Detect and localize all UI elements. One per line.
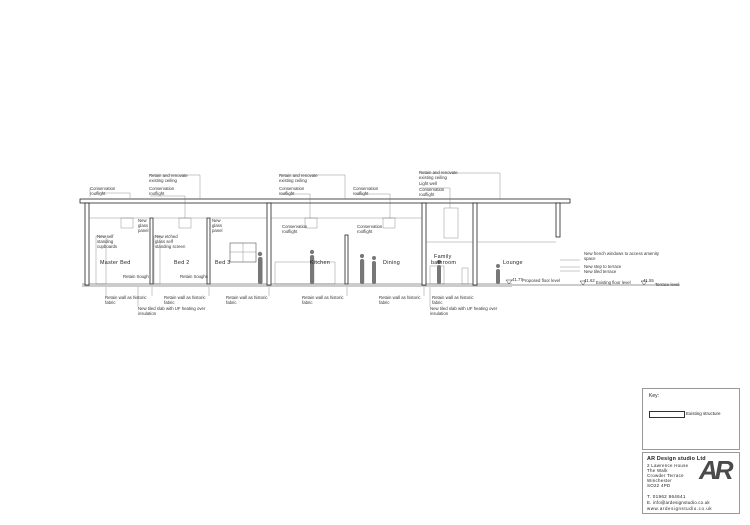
level-value: 41.62 [584,278,595,283]
phone: T. 01962 864641 [647,494,686,499]
room-label: Bed 3 [215,260,231,266]
annotation: New tiled slab with UF heating over [138,306,206,311]
annotation: Conservation [282,224,308,229]
website-link[interactable]: www.ardesignstudio.co.uk [647,506,713,511]
annotation: rooflight [279,191,295,196]
wall-family [422,203,426,285]
wall-west [85,203,89,285]
room-label: Kitchen [310,260,331,266]
key-swatch [649,411,685,418]
annotation: glass [212,223,223,228]
room-label: Lounge [503,260,523,266]
figure-bed3 [258,252,263,284]
annotation: fabric [105,300,116,305]
wall-lounge [473,203,477,285]
annotation: Retain wall as historic [105,295,147,300]
annotation: panel [138,228,149,233]
light-well [444,208,458,238]
annotation: insulation [430,311,449,316]
annotation: cupboards [97,244,118,249]
company-logo: AR [699,455,731,485]
room-label: Dining [383,260,401,266]
wall-bed2 [150,218,153,284]
annotation: Retain and renovate [279,173,318,178]
annotation: Retain wall as historic [164,295,206,300]
annotation: New [138,218,147,223]
annotation: panel [212,228,223,233]
annotation: standing [97,239,114,244]
annotation: Retain wall as historic [226,295,268,300]
annotation: Retain troughs [180,274,208,279]
wall-kitchen [267,203,271,285]
key-entry: Existing structure [686,411,721,416]
level-label: Proposed floor level [522,278,560,283]
annotation: existing ceiling [279,178,307,183]
annotation: Conservation [279,186,305,191]
annotation: space [584,256,596,261]
annotation: glass [138,223,149,228]
key-title: Key: [649,393,660,399]
email-link[interactable]: E. info@ardesignstudio.co.uk [647,500,710,505]
annotation: rooflight [357,229,373,234]
address-line: Winchester [647,478,672,483]
annotation: fabric [432,300,443,305]
annotation: fabric [164,300,175,305]
address-line: Crowder Terrace [647,473,684,478]
annotation: Conservation [357,224,383,229]
annotation: rooflight [419,192,435,197]
annotation: standing screen [155,244,186,249]
level-label: Terrace level [655,282,680,287]
figure-dining-1 [360,254,364,284]
annotation: Retain and renovate [419,170,458,175]
annotation: rooflight [90,191,106,196]
annotation: Retain trough [123,274,149,279]
annotation: fabric [379,300,390,305]
annotation: existing ceiling [149,178,177,183]
wc [462,268,468,284]
address-line: The Walk [647,468,668,473]
rooflight-1 [121,218,133,228]
company-name: AR Design studio Ltd [647,456,706,462]
annotation: fabric [302,300,313,305]
annotation: New self [97,234,114,239]
annotation: rooflight [353,191,369,196]
annotation: existing ceiling [419,175,447,180]
annotation: New tiled terrace [584,269,617,274]
annotation: glass self [155,239,173,244]
annotation: New etched [155,234,178,239]
wall-east [556,203,560,237]
title-block [642,452,740,514]
annotation: Retain wall as historic [379,295,421,300]
figure-dining-2 [372,256,376,284]
annotation: Retain wall as historic [302,295,344,300]
annotation: Conservation [353,186,379,191]
figure-lounge [496,264,500,284]
room-label: Family [434,254,452,260]
annotation: insulation [138,311,157,316]
annotation: Conservation [419,187,445,192]
annotation: Light well [419,181,437,186]
annotation: Retain wall as historic [432,295,474,300]
wall-dining [345,235,348,284]
room-label: bathroom [431,260,457,266]
level-value: 41.77 [512,277,523,282]
annotation: New tiled slab with UF heating over [430,306,498,311]
roof-slab [80,199,570,203]
annotation: rooflight [282,229,298,234]
rooflight-2 [179,218,191,228]
level-value: 41.55 [643,278,654,283]
room-label: Bed 2 [174,260,190,266]
annotation: fabric [226,300,237,305]
room-label: Master Bed [100,260,131,266]
annotation: Conservation [149,186,175,191]
address-line: SO22 4PD [647,483,671,488]
annotation: Conservation [90,186,116,191]
annotation: rooflight [149,191,165,196]
annotation: New step to terrace [584,264,622,269]
key-box [642,388,740,450]
address-line: 2 Lawrence House [647,463,689,468]
annotation: Retain and renovate [149,173,188,178]
figure-kitchen [310,250,314,284]
annotation: New [212,218,221,223]
level-label: Existing floor level [596,280,631,285]
rooflight-4 [383,218,395,228]
annotation: New french windows to access amenity [584,251,659,256]
